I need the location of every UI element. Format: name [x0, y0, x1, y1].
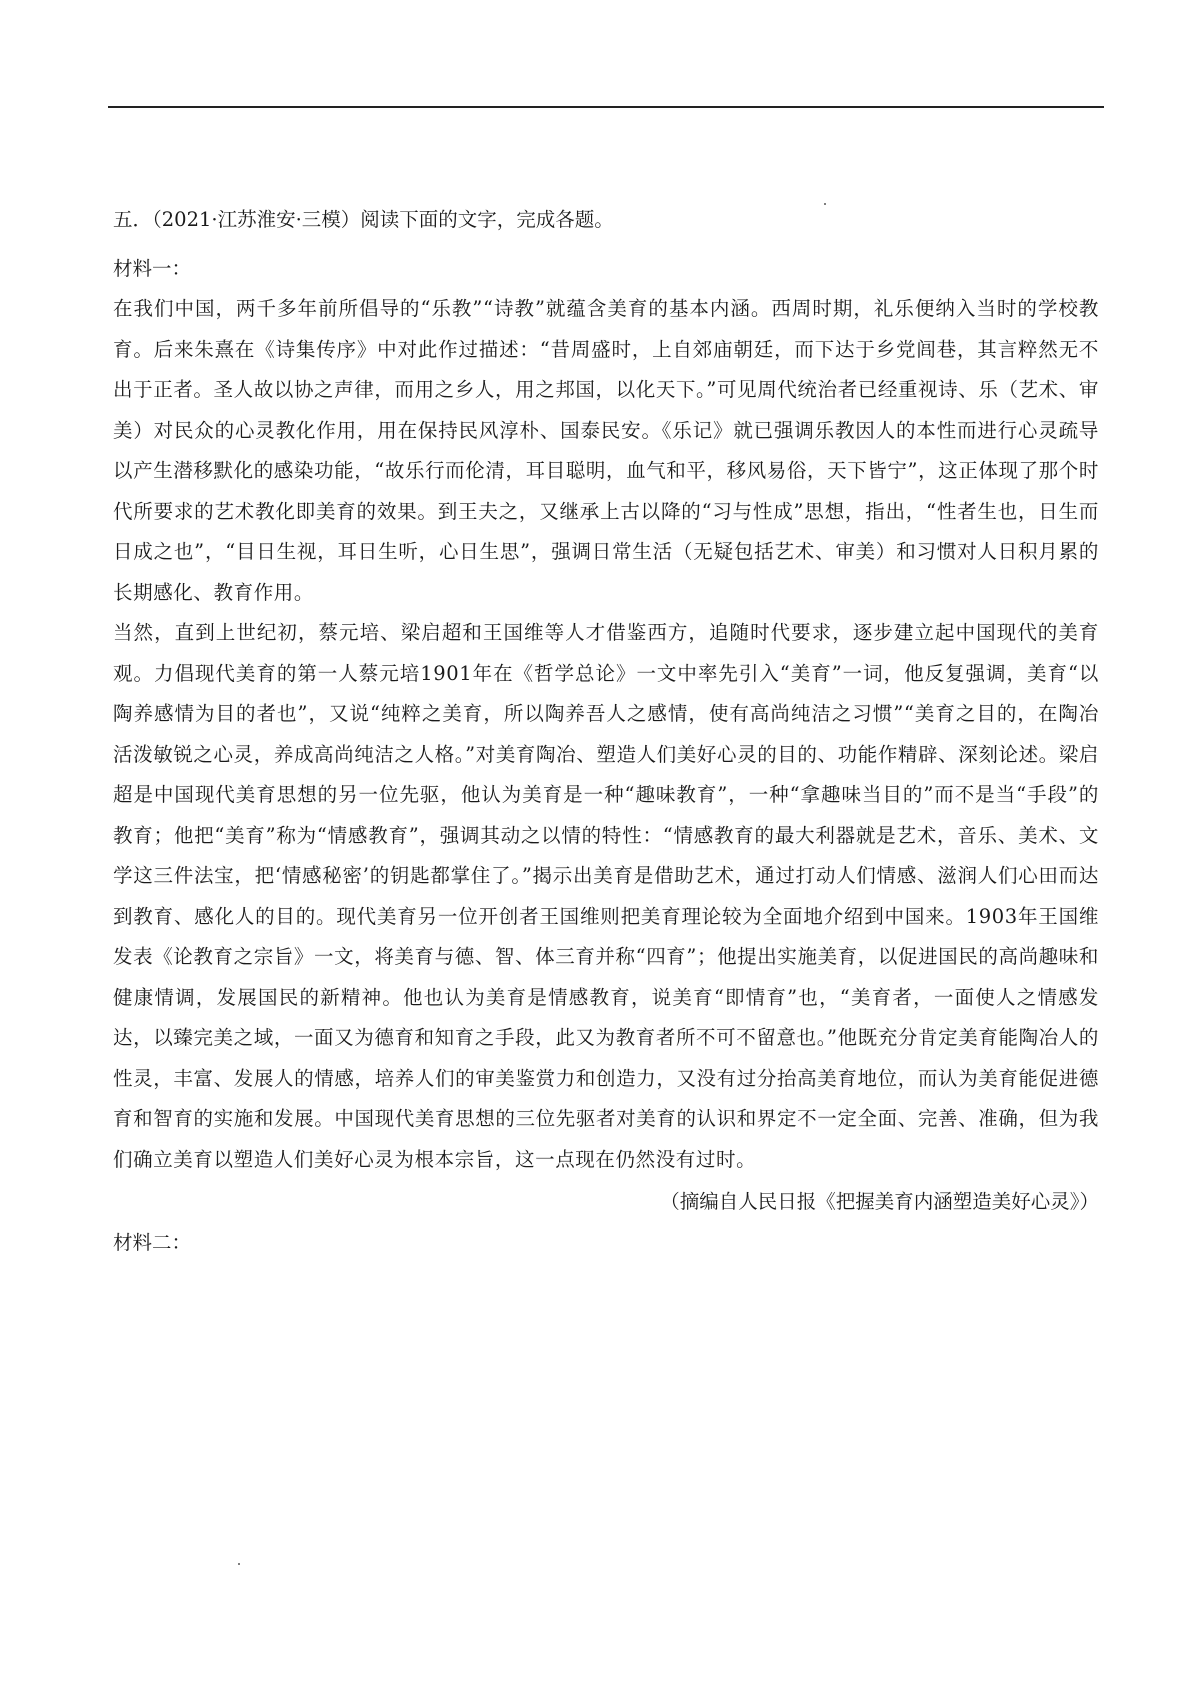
document-body [113, 200, 1099, 1263]
material-one-paragraph-1: 在我们中国，两千多年前所倡导的“乐教”“诗教”就蕴含美育的基本内涵。西周时期，礼乐便纳入当时的学校教育。后来朱熹在《诗集传序》中对此作过描述：“昔周盛时，上自郊庙朝廷，而下达于乡党闾巷，其言粹然无不出于正者。圣人故以协之声律，而用之乡人，用之邦国，以化天下。”可见周代统治者已经重视诗、乐（艺术、审美）对民众的心灵教化作用，用在保持民风淳朴、国泰民安。《乐记》就已强调乐教因人的本性而进行心灵疏导以产生潜移默化的感染功能，“故乐行而伦清，耳目聪明，血气和平，移风易俗，天下皆宁”，这正体现了那个时代所要求的艺术教化即美育的效果。到王夫之，又继承上古以降的“习与性成”思想，指出，“性者生也，日生而日成之也”，“目日生视，耳日生听，心日生思”，强调日常生活（无疑包括艺术、审美）和习惯对人日积月累的长期感化、教育作用。 [113, 297, 1099, 604]
question-heading: 五．（2021·江苏淮安·三模）阅读下面的文字，完成各题。 [113, 208, 614, 231]
material-one-label: 材料一： [113, 256, 192, 280]
scan-speck [238, 1563, 240, 1565]
material-two-label: 材料二： [113, 1230, 192, 1254]
material-one-paragraph-2: 当然，直到上世纪初，蔡元培、梁启超和王国维等人才借鉴西方，追随时代要求，逐步建立起中国现代的美育观。力倡现代美育的第一人蔡元培1901年在《哲学总论》一文中率先引入“美育”一词，他反复强调，美育“以陶养感情为目的者也”，又说“纯粹之美育，所以陶养吾人之感情，使有高尚纯洁之习惯”“美育之目的，在陶冶活泼敏锐之心灵，养成高尚纯洁之人格。”对美育陶冶、塑造人们美好心灵的目的、功能作精辟、深刻论述。梁启超是中国现代美育思想的另一位先驱，他认为美育是一种“趣味教育”，一种“拿趣味当目的”而不是当“手段”的教育；他把“美育”称为“情感教育”，强调其动之以情的特性：“情感教育的最大利器就是艺术，音乐、美术、文学这三件法宝，把‘情感秘密’的钥匙都掌住了。”揭示出美育是借助艺术，通过打动人们情感、滋润人们心田而达到教育、感化人的目的。现代美育另一位开创者王国维则把美育理论较为全面地介绍到中国来。1903年王国维发表《论教育之宗旨》一文，将美育与德、智、体三育并称“四育”；他提出实施美育，以促进国民的高尚趣味和健康情调，发展国民的新精神。他也认为美育是情感教育，说美育“即情育”也，“美育者，一面使人之情感发达，以臻完美之域，一面又为德育和知育之手段，此又为教育者所不可不留意也。”他既充分肯定美育能陶冶人的性灵，丰富、发展人的情感，培养人们的审美鉴赏力和创造力，又没有过分抬高美育地位，而认为美育能促进德育和智育的实施和发展。中国现代美育思想的三位先驱者对美育的认识和界定不一定全面、完善、准确，但为我们确立美育以塑造人们美好心灵为根本宗旨，这一点现在仍然没有过时。 [113, 621, 1099, 1171]
header-rule [108, 106, 1104, 108]
material-one-source: （摘编自人民日报《把握美育内涵塑造美好心灵》） [660, 1190, 1099, 1213]
